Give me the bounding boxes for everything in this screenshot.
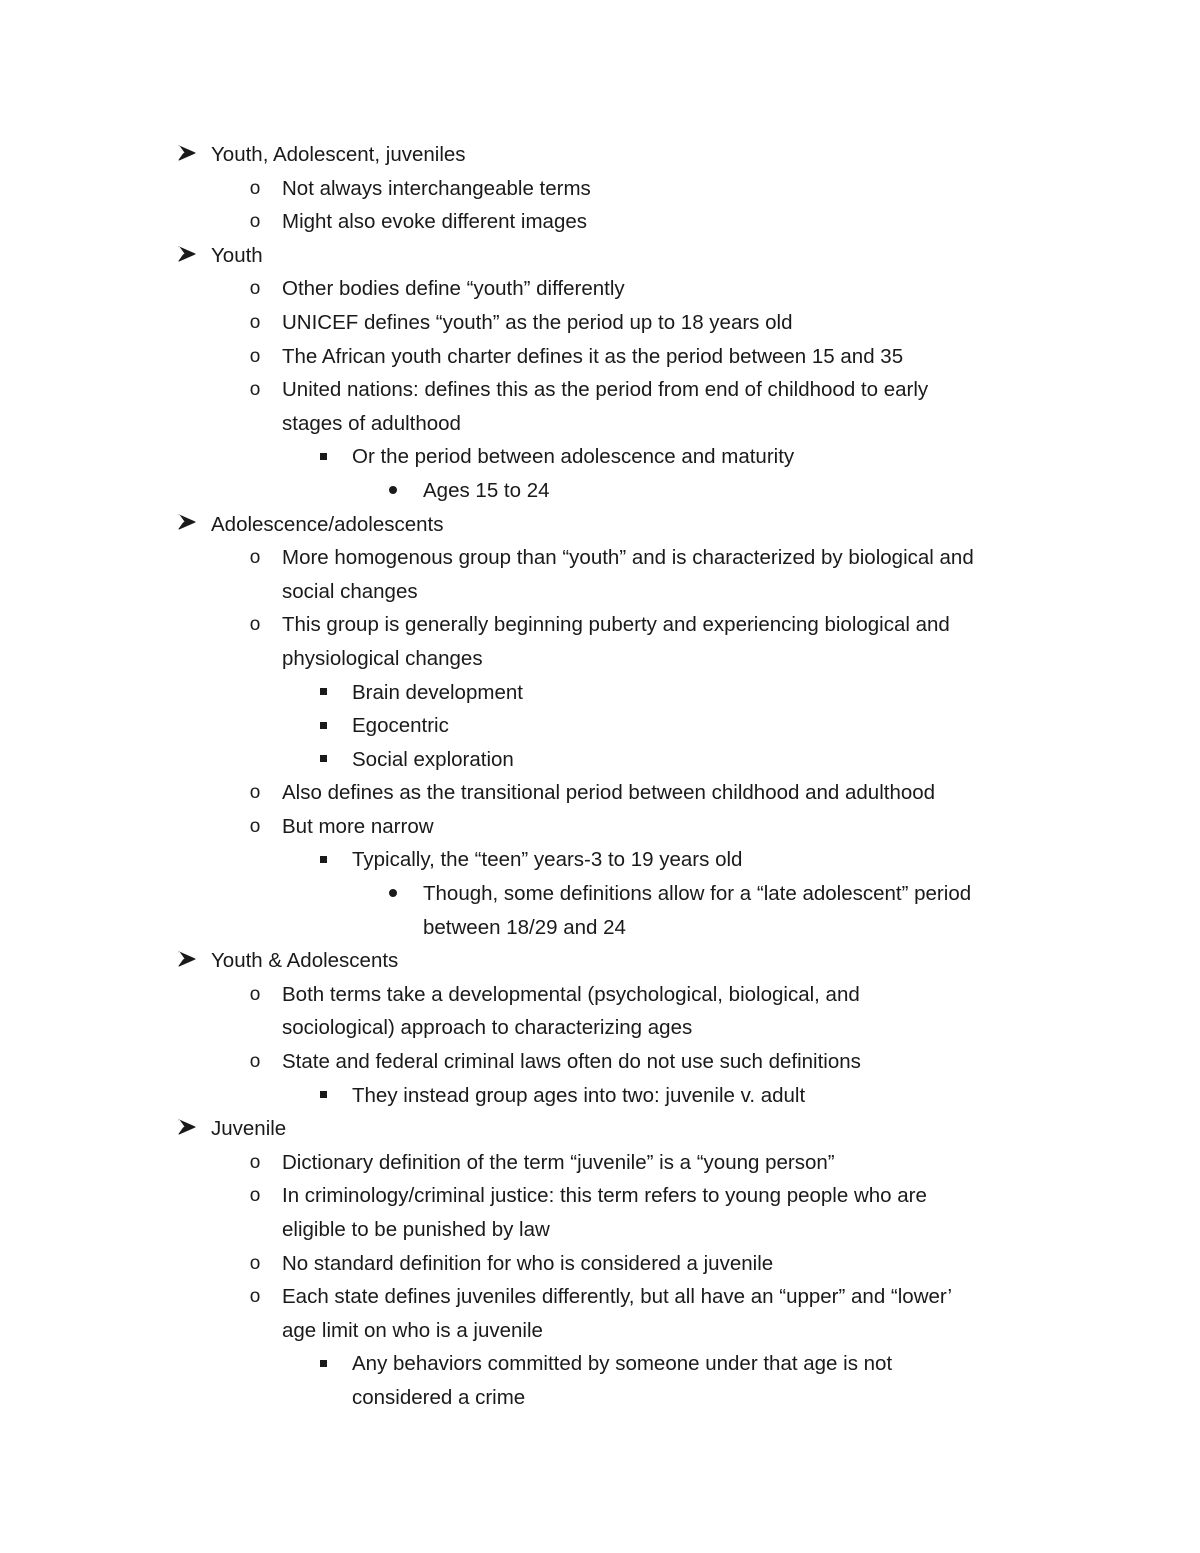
outline-line-level-4 <box>0 911 1200 945</box>
outline-text: Other bodies define “youth” differently <box>282 277 625 301</box>
outline-text: No standard definition for who is considered a juvenile <box>282 1251 774 1275</box>
arrowhead-bullet-icon <box>174 944 200 978</box>
hollow-circle-bullet-icon: o <box>249 547 261 569</box>
outline-line-level-2 <box>0 373 1200 407</box>
outline-text: Though, some definitions allow for a “late adolescent” period <box>423 882 972 906</box>
outline-line-level-2 <box>0 407 1200 441</box>
outline-text: Youth & Adolescents <box>211 949 399 973</box>
outline-line-level-2 <box>0 810 1200 844</box>
outline-line-level-3 <box>0 743 1200 777</box>
outline-line-level-1 <box>0 239 1200 273</box>
outline-text: Or the period between adolescence and maturity <box>352 445 795 469</box>
outline-line-level-2 <box>0 776 1200 810</box>
outline-line-level-2 <box>0 575 1200 609</box>
outline-line-level-2 <box>0 642 1200 676</box>
hollow-circle-bullet-icon: o <box>249 1252 261 1274</box>
arrowhead-bullet-icon <box>174 138 200 172</box>
outline-line-level-2 <box>0 1213 1200 1247</box>
outline-text: social changes <box>282 579 418 603</box>
outline-text: sociological) approach to characterizing ages <box>282 1016 693 1040</box>
arrowhead-bullet-icon <box>174 1112 200 1146</box>
outline-text: Any behaviors committed by someone under that age is not <box>352 1352 893 1376</box>
outline-line-level-2 <box>0 1179 1200 1213</box>
hollow-circle-bullet-icon: o <box>249 1151 261 1173</box>
outline-text: Also defines as the transitional period between childhood and adulthood <box>282 781 936 805</box>
outline-text: The African youth charter defines it as the period between 15 and 35 <box>282 344 904 368</box>
hollow-circle-bullet-icon: o <box>249 1185 261 1207</box>
hollow-circle-bullet-icon: o <box>249 211 261 233</box>
hollow-circle-bullet-icon: o <box>249 983 261 1005</box>
square-bullet-icon <box>316 709 330 743</box>
outline-text: stages of adulthood <box>282 411 461 435</box>
hollow-circle-bullet-icon: o <box>249 614 261 636</box>
outline-text: Both terms take a developmental (psychological, biological, and <box>282 982 860 1006</box>
outline-line-level-3 <box>0 709 1200 743</box>
outline-line-level-2 <box>0 1146 1200 1180</box>
outline-text: Social exploration <box>352 747 514 771</box>
outline-line-level-1 <box>0 1112 1200 1146</box>
outline-text: In criminology/criminal justice: this term refers to young people who are <box>282 1184 927 1208</box>
outline-text: eligible to be punished by law <box>282 1218 550 1241</box>
outline-line-level-2 <box>0 306 1200 340</box>
outline-text: Not always interchangeable terms <box>282 176 591 200</box>
hollow-circle-bullet-icon: o <box>249 311 261 333</box>
hollow-circle-bullet-icon: o <box>249 345 261 367</box>
outline-text: United nations: defines this as the period from end of childhood to early <box>282 378 929 402</box>
outline-text: Juvenile <box>211 1117 287 1141</box>
outline-line-level-3 <box>0 1079 1200 1113</box>
outline-line-level-2 <box>0 272 1200 306</box>
outline-text: They instead group ages into two: juvenile v. adult <box>352 1083 806 1107</box>
outline-line-level-2 <box>0 1280 1200 1314</box>
outline-text: Adolescence/adolescents <box>211 512 444 536</box>
outline-text: Egocentric <box>352 714 449 738</box>
outline-line-level-2 <box>0 172 1200 206</box>
outline-line-level-1 <box>0 138 1200 172</box>
hollow-circle-bullet-icon: o <box>249 782 261 804</box>
outline-text: Each state defines juveniles differently, but all have an “upper” and “lower’ <box>282 1285 953 1309</box>
outline-line-level-2 <box>0 1011 1200 1045</box>
outline-text: Ages 15 to 24 <box>423 478 550 502</box>
square-bullet-icon <box>316 1347 330 1381</box>
outline-line-level-3 <box>0 676 1200 710</box>
square-bullet-icon <box>316 676 330 710</box>
hollow-circle-bullet-icon: o <box>249 379 261 401</box>
outline-line-level-2 <box>0 1314 1200 1348</box>
square-bullet-icon <box>316 843 330 877</box>
outline-text: Youth <box>211 243 263 267</box>
square-bullet-icon <box>316 440 330 474</box>
outline-line-level-1 <box>0 944 1200 978</box>
outline-line-level-1 <box>0 508 1200 542</box>
outline-text: age limit on who is a juvenile <box>282 1318 543 1342</box>
outline-text: Youth, Adolescent, juveniles <box>211 143 466 166</box>
arrowhead-bullet-icon <box>174 239 200 273</box>
hollow-circle-bullet-icon: o <box>249 1051 261 1073</box>
outline-line-level-2 <box>0 608 1200 642</box>
outline-text: physiological changes <box>282 646 483 670</box>
hollow-circle-bullet-icon: o <box>249 1286 261 1308</box>
outline-text: Typically, the “teen” years-3 to 19 years old <box>352 848 743 872</box>
outline-line-level-4 <box>0 877 1200 911</box>
outline-text: More homogenous group than “youth” and is characterized by biological and <box>282 546 974 570</box>
hollow-circle-bullet-icon: o <box>249 177 261 199</box>
hollow-circle-bullet-icon: o <box>249 815 261 837</box>
square-bullet-icon <box>316 1079 330 1113</box>
round-bullet-icon <box>386 877 400 911</box>
outline-line-level-4 <box>0 474 1200 508</box>
outline-text: State and federal criminal laws often do not use such definitions <box>282 1050 861 1074</box>
outline-line-level-2 <box>0 1045 1200 1079</box>
outline-text: Dictionary definition of the term “juvenile” is a “young person” <box>282 1150 835 1174</box>
outline-text: considered a crime <box>352 1385 526 1409</box>
outline-line-level-2 <box>0 340 1200 374</box>
hollow-circle-bullet-icon: o <box>249 278 261 300</box>
square-bullet-icon <box>316 743 330 777</box>
outline-line-level-3 <box>0 1381 1200 1415</box>
outline-line-level-2 <box>0 1247 1200 1281</box>
outline-line-level-3 <box>0 440 1200 474</box>
outline-text: between 18/29 and 24 <box>423 915 626 939</box>
outline-line-level-3 <box>0 1347 1200 1381</box>
outline-line-level-2 <box>0 978 1200 1012</box>
outline-line-level-2 <box>0 205 1200 239</box>
round-bullet-icon <box>386 474 400 508</box>
outline-line-level-2 <box>0 541 1200 575</box>
outline-text: UNICEF defines “youth” as the period up to 18 years old <box>282 310 793 334</box>
outline-text: Might also evoke different images <box>282 210 588 234</box>
outline-text: But more narrow <box>282 814 434 838</box>
outline-text: This group is generally beginning puberty and experiencing biological and <box>282 613 950 637</box>
arrowhead-bullet-icon <box>174 508 200 542</box>
outline-text: Brain development <box>352 680 523 704</box>
document-outline <box>0 138 1200 1415</box>
outline-line-level-3 <box>0 843 1200 877</box>
